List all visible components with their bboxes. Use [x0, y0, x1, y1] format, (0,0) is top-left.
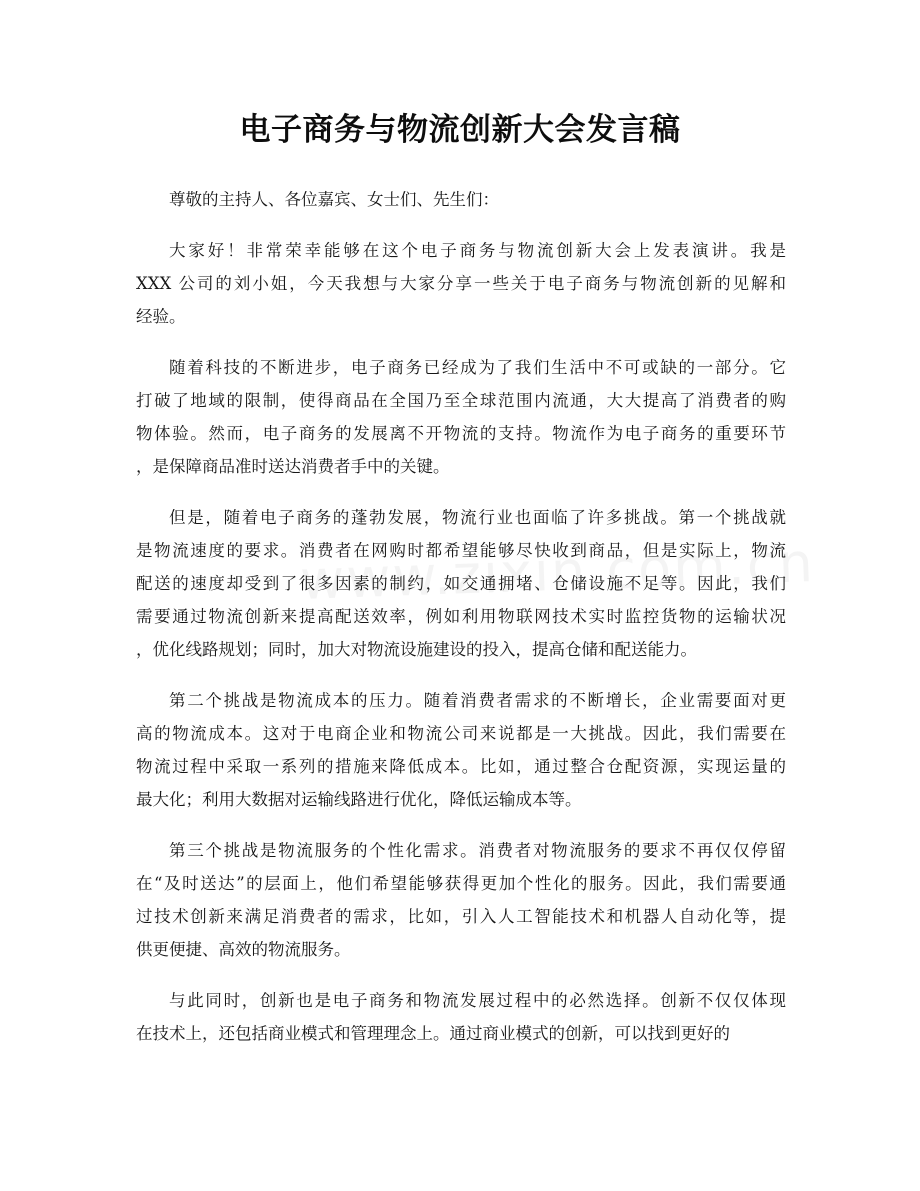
paragraph-line: 配送的速度却受到了很多因素的制约，如交通拥堵、仓储设施不足等。因此，我们	[136, 574, 786, 593]
paragraph	[136, 684, 786, 816]
paragraph-line: 但是，随着电子商务的蓬勃发展，物流行业也面临了许多挑战。第一个挑战就	[169, 508, 786, 527]
paragraph-line: 在“及时送达”的层面上，他们希望能够获得更加个性化的服务。因此，我们需要通	[136, 874, 786, 893]
paragraph-line: XXX 公司的刘小姐，今天我想与大家分享一些关于电子商务与物流创新的见解和	[136, 274, 786, 293]
paragraph	[136, 501, 786, 666]
paragraph-line: 大家好！非常荣幸能够在这个电子商务与物流创新大会上发表演讲。我是	[169, 241, 786, 260]
paragraph-line: 第二个挑战是物流成本的压力。随着消费者需求的不断增长，企业需要面对更	[169, 691, 786, 710]
paragraph	[136, 834, 786, 966]
paragraph-line: 经验。	[136, 307, 186, 326]
document-body	[136, 183, 786, 1068]
paragraph	[136, 984, 786, 1050]
paragraph-line: ，优化线路规划；同时，加大对物流设施建设的投入，提高仓储和配送能力。	[136, 640, 697, 659]
paragraph-line: 与此同时，创新也是电子商务和物流发展过程中的必然选择。创新不仅仅体现	[169, 991, 786, 1010]
paragraph-line: 打破了地域的限制，使得商品在全国乃至全球范围内流通，大大提高了消费者的购	[136, 391, 786, 410]
paragraph-line: 物体验。然而，电子商务的发展离不开物流的支持。物流作为电子商务的重要环节	[136, 424, 786, 443]
paragraph	[136, 351, 786, 483]
paragraph-line: 随着科技的不断进步，电子商务已经成为了我们生活中不可或缺的一部分。它	[169, 358, 786, 377]
paragraph	[136, 234, 786, 333]
paragraph-line: 物流过程中采取一系列的措施来降低成本。比如，通过整合仓配资源，实现运量的	[136, 757, 786, 776]
document-title: 电子商务与物流创新大会发言稿	[239, 112, 681, 148]
paragraph-line: 是物流速度的要求。消费者在网购时都希望能够尽快收到商品，但是实际上，物流	[136, 541, 786, 560]
paragraph-line: 过技术创新来满足消费者的需求，比如，引入人工智能技术和机器人自动化等，提	[136, 907, 786, 926]
paragraph-line: 需要通过物流创新来提高配送效率，例如利用物联网技术实时监控货物的运输状况	[136, 607, 786, 626]
paragraph-line: 第三个挑战是物流服务的个性化需求。消费者对物流服务的要求不再仅仅停留	[169, 841, 786, 860]
paragraph-line: 在技术上，还包括商业模式和管理理念上。通过商业模式的创新，可以找到更好的	[136, 1024, 730, 1043]
paragraph-line: ，是保障商品准时送达消费者手中的关键。	[136, 457, 450, 476]
paragraph	[136, 183, 786, 216]
paragraph-line: 供更便捷、高效的物流服务。	[136, 940, 351, 959]
paragraph-line: 尊敬的主持人、各位嘉宾、女士们、先生们：	[169, 190, 499, 209]
paragraph-line: 最大化；利用大数据对运输线路进行优化，降低运输成本等。	[136, 790, 582, 809]
paragraph-line: 高的物流成本。这对于电商企业和物流公司来说都是一大挑战。因此，我们需要在	[136, 724, 786, 743]
